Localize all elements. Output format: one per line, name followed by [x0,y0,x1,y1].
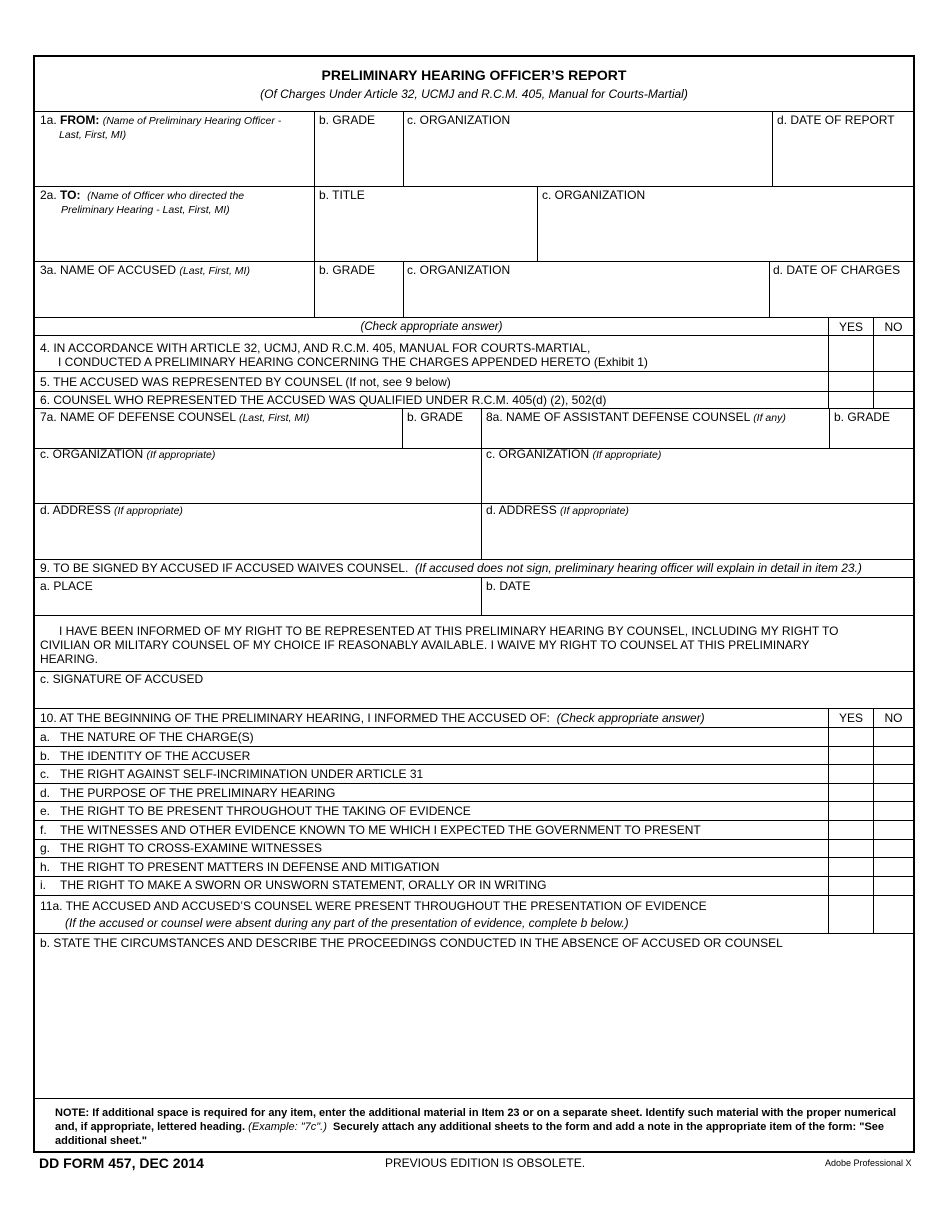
waiver-text-1: I HAVE BEEN INFORMED OF MY RIGHT TO BE REPRESENTED AT THIS PRELIMINARY HEARING BY COUNSEL, INCLUDING MY RIGHT TO [59,624,839,638]
item-5-yes-checkbox[interactable] [830,373,872,390]
to-field-label: 2a. TO: (Name of Officer who directed the [40,188,245,202]
accused-name-input[interactable] [37,279,313,316]
item-9-heading: 9. TO BE SIGNED BY ACCUSED IF ACCUSED WAIVES COUNSEL. (If accused does not sign, preliminary hearing officer will explain in detail in item 23.) [40,561,862,575]
form-subtitle: (Of Charges Under Article 32, UCMJ and R.C.M. 405, Manual for Courts-Martial) [260,87,688,101]
no-header: NO [884,320,903,334]
item-10-row-yes-checkbox[interactable] [830,765,872,782]
to-field-hint: Preliminary Hearing - Last, First, MI) [61,204,230,216]
defense-grade-label: b. GRADE [407,410,464,424]
obsolete-notice: PREVIOUS EDITION IS OBSOLETE. [385,1156,586,1170]
item-10-row-yes-checkbox[interactable] [830,728,872,745]
accused-name-label: 3a. NAME OF ACCUSED (Last, First, MI) [40,263,250,277]
item-6-no-checkbox[interactable] [875,393,912,407]
waiver-text-2: CIVILIAN OR MILITARY COUNSEL OF MY CHOICE IF REASONABLY AVAILABLE. I WAIVE MY RIGHT TO COUNSEL AT THIS PRELIMINARY [40,638,810,652]
to-organization-input[interactable] [540,204,911,260]
from-field-hint: Last, First, MI) [59,129,127,141]
item-10-row-letter: i. [40,878,46,892]
asst-counsel-input[interactable] [483,426,827,447]
defense-counsel-label: 7a. NAME OF DEFENSE COUNSEL (Last, First, MI) [40,410,310,424]
item-10-row-text: THE WITNESSES AND OTHER EVIDENCE KNOWN TO ME WHICH I EXPECTED THE GOVERNMENT TO PRESENT [60,823,701,837]
form-id: DD FORM 457, DEC 2014 [39,1155,204,1171]
date-of-charges-input[interactable] [772,279,911,316]
defense-org-label: c. ORGANIZATION (If appropriate) [40,447,216,461]
item-10-row-yes-checkbox[interactable] [830,802,872,819]
form-title: PRELIMINARY HEARING OFFICER’S REPORT [321,67,627,83]
item-10-row-no-checkbox[interactable] [875,728,912,745]
grade-input[interactable] [317,129,401,185]
asst-counsel-label: 8a. NAME OF ASSISTANT DEFENSE COUNSEL (If any) [486,410,786,424]
item-10-row-no-checkbox[interactable] [875,747,912,763]
item-10-row-yes-checkbox[interactable] [830,839,872,856]
item-6-text: 6. COUNSEL WHO REPRESENTED THE ACCUSED WAS QUALIFIED UNDER R.C.M. 405(d) (2), 502(d) [40,393,607,407]
title-label: b. TITLE [319,188,365,202]
signature-label: c. SIGNATURE OF ACCUSED [40,672,204,686]
item-10-row-yes-checkbox[interactable] [830,858,872,874]
defense-counsel-input[interactable] [37,426,400,447]
item-10-row-letter: d. [40,786,51,800]
item-5-no-checkbox[interactable] [875,373,912,390]
date-label: b. DATE [486,579,531,593]
item-10-row-letter: f. [40,823,47,837]
item-10-yes-header: YES [838,711,863,725]
asst-address-label: d. ADDRESS (If appropriate) [486,503,629,517]
form-body [33,55,915,1153]
item-4-yes-checkbox[interactable] [830,337,872,370]
defense-address-input[interactable] [37,521,479,558]
asst-grade-input[interactable] [831,426,911,447]
check-instruction: (Check appropriate answer) [360,321,503,333]
asst-org-input[interactable] [483,465,911,502]
waiver-text-3: HEARING. [40,652,99,666]
date-of-report-label: d. DATE OF REPORT [777,113,895,127]
date-of-report-input[interactable] [775,129,911,185]
item-10-row-no-checkbox[interactable] [875,821,912,837]
grade-label: b. GRADE [319,113,376,127]
item-10-row-text: THE RIGHT TO MAKE A SWORN OR UNSWORN STATEMENT, ORALLY OR IN WRITING [60,878,547,892]
item-5-text: 5. THE ACCUSED WAS REPRESENTED BY COUNSEL (If not, see 9 below) [40,375,451,389]
accused-grade-input[interactable] [317,279,401,316]
item-11a-yes-checkbox[interactable] [830,897,872,932]
item-11a-no-checkbox[interactable] [875,897,912,932]
item-11b-label: b. STATE THE CIRCUMSTANCES AND DESCRIBE THE PROCEEDINGS CONDUCTED IN THE ABSENCE OF ACCUSED OR COUNSEL [40,936,783,950]
item-10-row-yes-checkbox[interactable] [830,747,872,763]
item-10-row-text: THE RIGHT AGAINST SELF-INCRIMINATION UNDER ARTICLE 31 [60,767,424,781]
place-input[interactable] [37,595,479,614]
defense-address-label: d. ADDRESS (If appropriate) [40,503,183,517]
item-10-row-letter: e. [40,804,51,818]
place-label: a. PLACE [40,579,93,593]
software-credit: Adobe Professional X [825,1158,912,1168]
item-10-row-letter: g. [40,841,51,855]
item-10-row-text: THE RIGHT TO BE PRESENT THROUGHOUT THE TAKING OF EVIDENCE [60,804,471,818]
defense-grade-input[interactable] [404,426,479,447]
item-4-text: 4. IN ACCORDANCE WITH ARTICLE 32, UCMJ, AND R.C.M. 405, MANUAL FOR COURTS-MARTIAL, [40,341,591,355]
item-11a-text: 11a. THE ACCUSED AND ACCUSED’S COUNSEL WERE PRESENT THROUGHOUT THE PRESENTATION OF EVIDENCE [40,899,707,913]
from-input[interactable] [37,143,313,185]
accused-grade-label: b. GRADE [319,263,376,277]
item-6-yes-checkbox[interactable] [830,393,872,407]
item-10-row-text: THE NATURE OF THE CHARGE(S) [60,730,254,744]
asst-org-label: c. ORGANIZATION (If appropriate) [486,447,662,461]
from-field-label: 1a. FROM: (Name of Preliminary Hearing Officer - [40,113,282,127]
item-10-row-yes-checkbox[interactable] [830,876,872,893]
item-10-row-no-checkbox[interactable] [875,858,912,874]
date-input[interactable] [483,595,911,614]
organization-input[interactable] [406,129,770,185]
item-11a-hint: (If the accused or counsel were absent during any part of the presentation of evidence, complete b below.) [65,916,629,930]
defense-org-input[interactable] [37,465,479,502]
item-4-text-cont: I CONDUCTED A PRELIMINARY HEARING CONCERNING THE CHARGES APPENDED HERETO (Exhibit 1) [58,355,648,369]
additional-space-note: NOTE: If additional space is required for any item, enter the additional material in Item 23 or on a separate sheet. Identify such material with the proper numerical and, if appropriate, lettered heading. (Example: "7c".) Securely attach any additional sheets to the form and add a note in the appropriate item of the form: "See additional sheet." [55,1107,897,1147]
asst-address-input[interactable] [483,521,911,558]
organization-label: c. ORGANIZATION [407,113,511,127]
item-10-row-letter: a. [40,730,51,744]
item-10-row-no-checkbox[interactable] [875,802,912,819]
item-10-row-letter: b. [40,749,51,763]
title-input[interactable] [317,204,535,260]
item-10-row-yes-checkbox[interactable] [830,821,872,837]
to-organization-label: c. ORGANIZATION [542,188,646,202]
item-11b-textarea[interactable] [37,952,911,1097]
to-input[interactable] [37,218,313,260]
item-10-row-no-checkbox[interactable] [875,765,912,782]
item-10-row-no-checkbox[interactable] [875,839,912,856]
item-10-row-letter: c. [40,767,50,781]
item-10-no-header: NO [884,711,903,725]
signature-input[interactable] [37,688,911,707]
accused-organization-label: c. ORGANIZATION [407,263,511,277]
item-10-row-text: THE RIGHT TO PRESENT MATTERS IN DEFENSE AND MITIGATION [60,860,440,874]
item-10-heading: 10. AT THE BEGINNING OF THE PRELIMINARY HEARING, I INFORMED THE ACCUSED OF: (Check appropriate answer) [40,711,705,725]
yes-header: YES [838,320,863,334]
date-of-charges-label: d. DATE OF CHARGES [773,263,901,277]
item-10-row-text: THE IDENTITY OF THE ACCUSER [60,749,251,763]
item-10-row-no-checkbox[interactable] [875,784,912,800]
item-4-no-checkbox[interactable] [875,337,912,370]
asst-grade-label: b. GRADE [834,410,891,424]
item-10-row-text: THE PURPOSE OF THE PRELIMINARY HEARING [60,786,336,800]
item-10-row-no-checkbox[interactable] [875,876,912,893]
item-10-row-text: THE RIGHT TO CROSS-EXAMINE WITNESSES [60,841,323,855]
accused-organization-input[interactable] [406,279,767,316]
item-10-row-letter: h. [40,860,51,874]
item-10-row-yes-checkbox[interactable] [830,784,872,800]
